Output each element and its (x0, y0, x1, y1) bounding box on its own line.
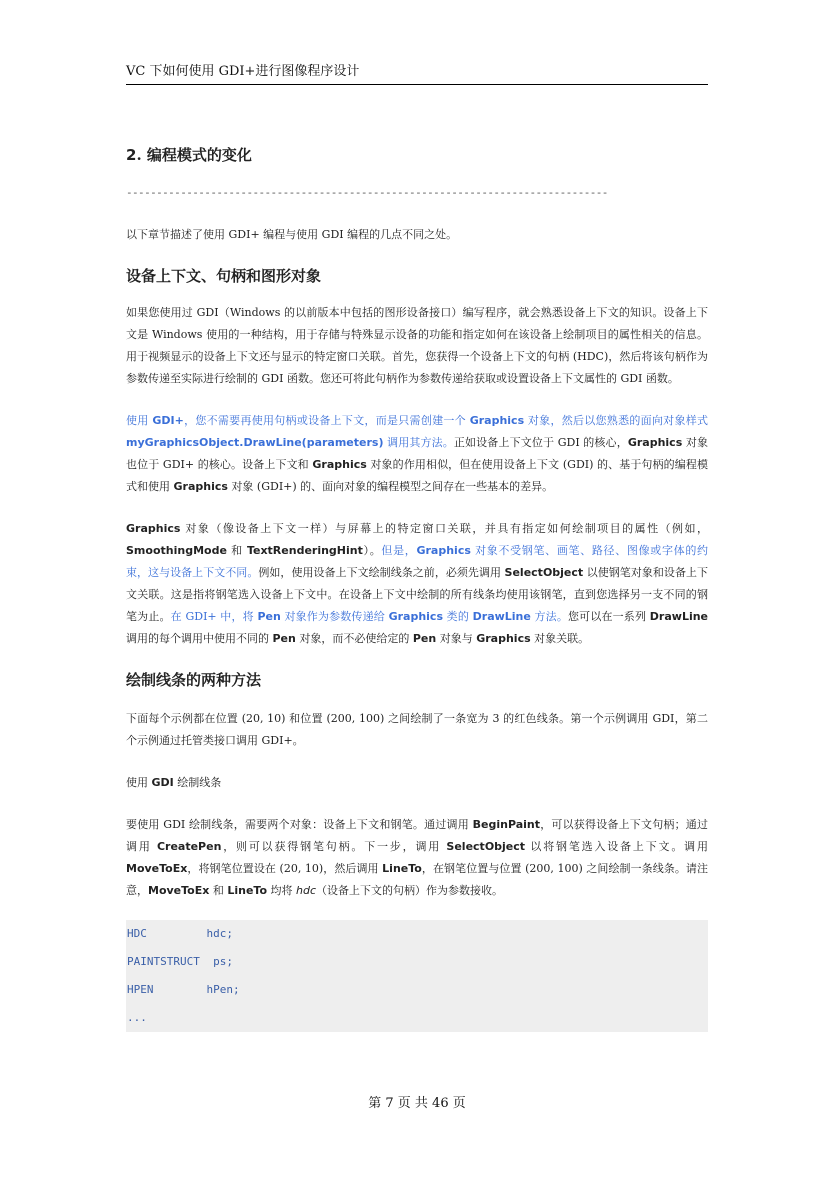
section-title (126, 140, 708, 170)
paragraph-gdiplus-graphics: 使用 GDI+，您不需要再使用句柄或设备上下文，而是只需创建一个 Graphics 对象，然后以您熟悉的面向对象样式 myGraphicsObject.DrawLine(parameters) 调用其方法。正如设备上下文位于 GDI 的核心，Graphics 对象也位于 GDI+ 的核心。设备上下文和 Graphics 对象的作用相似，但在使用设备上下文 (GDI) 的、基于句柄的编程模式和使用 Graphics 对象 (GDI+) 的、面向对象的编程模型之间存在一些基本的差异。 (126, 414, 709, 493)
subheading-draw-lines: 绘制线条的两种方法 (126, 671, 262, 689)
code-block (126, 920, 708, 1032)
page-header (126, 60, 708, 85)
paragraph-two-examples: 下面每个示例都在位置 (20, 10) 和位置 (200, 100) 之间绘制了一条宽为 3 的红色线条。第一个示例调用 GDI，第二个示例通过托管类接口调用 GDI+。 (126, 712, 708, 747)
paragraph-graphics-object: Graphics 对象（像设备上下文一样）与屏幕上的特定窗口关联，并具有指定如何绘制项目的属性（例如，SmoothingMode 和 TextRenderingHint）。但是，Graphics 对象不受钢笔、画笔、路径、图像或字体的约束，这与设备上下文不同。例如，使用设备上下文绘制线条之前，必须先调用 SelectObject 以使钢笔对象和设备上下文关联。这是指将钢笔选入设备上下文中。在设备上下文中绘制的所有线条均使用该钢笔，直到您选择另一支不同的钢笔为止。在 GDI+ 中，将 Pen 对象作为参数传递给 Graphics 类的 DrawLine 方法。您可以在一系列 DrawLine 调用的每个调用中使用不同的 Pen 对象，而不必使给定的 Pen 对象与 Graphics 对象关联。 (126, 522, 709, 645)
section-divider: -------------------------------------------------------------------------------- (126, 186, 608, 199)
paragraph-gdi-steps: 要使用 GDI 绘制线条，需要两个对象：设备上下文和钢笔。通过调用 BeginPaint，可以获得设备上下文句柄；通过调用 CreatePen，则可以获得钢笔句柄。下一步，调用 SelectObject 以将钢笔选入设备上下文。调用 MoveToEx，将钢笔位置设在 (20, 10)，然后调用 LineTo，在钢笔位置与位置 (200, 100) 之间绘制一条线条。请注意，MoveToEx 和 LineTo 均将 hdc（设备上下文的句柄）作为参数接收。 (126, 818, 709, 897)
code-line: PAINTSTRUCT ps; (127, 955, 233, 968)
section-number: 2 (126, 146, 137, 164)
subheading-gdi-draw: 使用 GDI 绘制线条 (126, 776, 222, 789)
intro-paragraph: 以下章节描述了使用 GDI+ 编程与使用 GDI 编程的几点不同之处。 (126, 228, 458, 241)
section-title-text: . 编程模式的变化 (136, 146, 252, 164)
paragraph-gdi-dc: 如果您使用过 GDI（Windows 的以前版本中包括的图形设备接口）编写程序，就会熟悉设备上下文的知识。设备上下文是 Windows 使用的一种结构，用于存储与特殊显示设备的功能和指定如何在该设备上绘制项目的属性相关的信息。用于视频显示的设备上下文还与显示的特定窗口关联。首先，您获得一个设备上下文的句柄 (HDC)，然后将该句柄作为参数传递至实际进行绘制的 GDI 函数。您还可将此句柄作为参数传递给获取或设置设备上下文属性的 GDI 函数。 (126, 306, 708, 385)
code-line: ... (127, 1011, 147, 1024)
code-line: HPEN hPen; (127, 983, 240, 996)
subheading-device-context: 设备上下文、句柄和图形对象 (126, 267, 322, 285)
page-number: 第 7 页 共 46 页 (368, 1096, 466, 1111)
page-footer (0, 1092, 834, 1111)
header-title: VC 下如何使用 GDI+进行图像程序设计 (126, 64, 360, 79)
page-content (126, 140, 708, 1032)
code-line: HDC hdc; (127, 927, 233, 940)
